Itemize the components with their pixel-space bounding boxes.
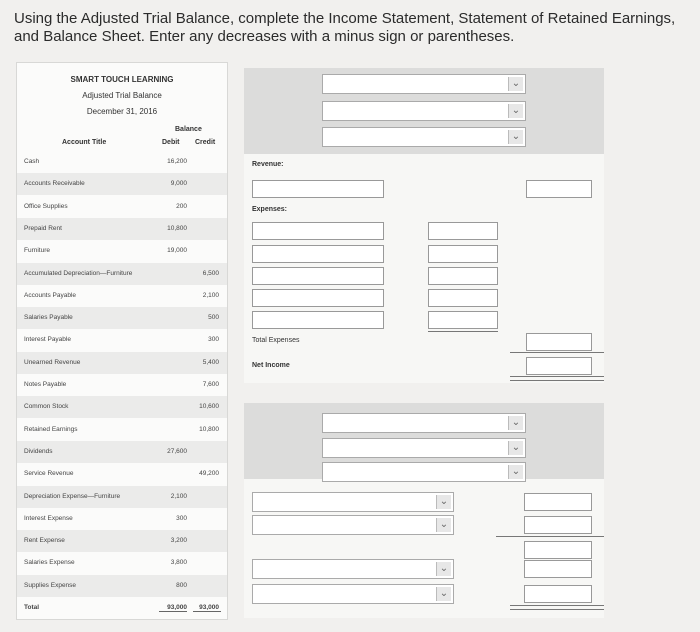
tb-account-name: Dividends [24,447,53,455]
retained-underline [496,536,604,537]
tb-row [17,307,227,329]
tb-row [17,575,227,597]
chevron-down-icon: ⌄ [436,495,451,509]
tb-debit-total-underline [159,611,187,612]
expense-account-input-3[interactable] [252,267,384,285]
tb-row [17,374,227,396]
tb-account-name: Total [24,604,40,611]
net-income-double-underline [510,376,604,381]
expenses-underline [428,331,498,332]
tb-account-title-header: Account Title [62,139,107,146]
retained-heading-select-2[interactable] [322,438,526,458]
tb-row [17,218,227,240]
tb-row [17,508,227,530]
tb-debit-value: 3,800 [170,559,187,567]
chevron-down-icon: ⌄ [508,77,523,91]
revenue-account-input[interactable] [252,180,384,198]
tb-account-name: Interest Expense [24,514,73,522]
total-expenses-label: Total Expenses [252,337,300,344]
tb-account-name: Supplies Expense [24,581,77,589]
tb-credit-value: 6,500 [202,269,219,277]
tb-debit-value: 27,600 [167,447,187,455]
chevron-down-icon: ⌄ [436,518,451,532]
revenue-amount-input[interactable] [526,180,592,198]
tb-balance-header: Balance [175,126,202,133]
tb-date: December 31, 2016 [86,107,158,116]
income-heading-select-2[interactable] [322,101,526,121]
tb-credit-value: 49,200 [199,470,219,478]
tb-row [17,441,227,463]
tb-row [17,486,227,508]
retained-heading-select-3[interactable] [322,462,526,482]
tb-account-name: Interest Payable [24,336,71,344]
tb-debit-value: 10,800 [167,224,187,232]
chevron-down-icon: ⌄ [508,441,523,455]
tb-debit-value: 200 [176,202,187,210]
tb-credit-value: 10,800 [199,425,219,433]
chevron-down-icon: ⌄ [508,416,523,430]
net-income-input[interactable] [526,357,592,375]
tb-account-name: Accumulated Depreciation—Furniture [24,269,133,277]
tb-debit-value: 300 [176,514,187,522]
tb-row [17,419,227,441]
tb-row [17,552,227,574]
tb-debit-value: 16,200 [167,158,187,165]
tb-row [17,530,227,552]
expense-account-input-5[interactable] [252,311,384,329]
tb-company: SMART TOUCH LEARNING [70,75,174,84]
net-income-label: Net Income [252,362,290,369]
retained-amount-input-5[interactable] [524,585,592,603]
tb-debit-value: 2,100 [170,492,187,500]
tb-credit-value: 300 [208,336,219,344]
tb-debit-value: 9,000 [170,180,187,188]
retained-line-select-1[interactable] [252,492,454,512]
chevron-down-icon: ⌄ [508,465,523,479]
retained-amount-input-3[interactable] [524,541,592,559]
tb-credit-value: 500 [208,314,219,322]
tb-account-name: Furniture [24,247,51,255]
tb-row [17,352,227,374]
tb-account-name: Unearned Revenue [24,358,81,366]
retained-line-select-2[interactable] [252,515,454,535]
tb-row [17,240,227,262]
expense-amount-input-1[interactable] [428,222,498,240]
tb-row [17,285,227,307]
tb-row [17,463,227,485]
expense-account-input-4[interactable] [252,289,384,307]
tb-account-name: Cash [24,158,40,165]
tb-account-name: Retained Earnings [24,425,78,433]
revenue-label: Revenue: [252,161,284,168]
chevron-down-icon: ⌄ [508,130,523,144]
tb-account-name: Accounts Payable [24,291,77,299]
tb-account-name: Salaries Expense [24,559,75,567]
retained-double-underline [510,605,604,610]
expense-account-input-1[interactable] [252,222,384,240]
expense-amount-input-2[interactable] [428,245,498,263]
tb-account-name: Accounts Receivable [24,180,85,188]
tb-row [17,196,227,218]
tb-account-name: Office Supplies [24,202,68,210]
tb-debit-value: 3,200 [170,537,187,545]
tb-account-name: Service Revenue [24,470,74,478]
tb-debit-value: 19,000 [167,247,187,255]
tb-account-name: Rent Expense [24,537,65,545]
tb-credit-value: 7,600 [202,381,219,388]
tb-row [17,597,227,619]
total-expenses-input[interactable] [526,333,592,351]
tb-debit-header: Debit [162,139,180,146]
tb-credit-value: 10,600 [199,403,219,411]
adjusted-trial-balance [16,62,228,620]
retained-heading-select-1[interactable] [322,413,526,433]
retained-line-select-3[interactable] [252,559,454,579]
chevron-down-icon: ⌄ [436,562,451,576]
tb-debit-value: 800 [176,581,187,589]
expense-amount-input-3[interactable] [428,267,498,285]
tb-row [17,173,227,195]
expense-amount-input-5[interactable] [428,311,498,329]
retained-amount-input-1[interactable] [524,493,592,511]
retained-amount-input-2[interactable] [524,516,592,534]
instructions-text: Using the Adjusted Trial Balance, complete the Income Statement, Statement of Retained Earnings, and Balance Sheet. Enter any decreases with a minus sign or parentheses. [14,10,676,45]
tb-row [17,329,227,351]
income-heading-select-1[interactable] [322,74,526,94]
tb-credit-header: Credit [195,139,216,146]
tb-account-name: Notes Payable [24,381,67,388]
tb-account-name: Depreciation Expense—Furniture [24,492,121,500]
total-expenses-underline [510,352,604,353]
tb-debit-value: 93,000 [167,604,187,611]
tb-account-name: Common Stock [24,403,69,411]
tb-account-name: Salaries Payable [24,314,73,322]
chevron-down-icon: ⌄ [436,587,451,601]
tb-row [17,263,227,285]
tb-account-name: Prepaid Rent [24,224,62,232]
tb-credit-value: 5,400 [202,358,219,366]
tb-credit-total-underline [193,611,221,612]
retained-line-select-4[interactable] [252,584,454,604]
chevron-down-icon: ⌄ [508,104,523,118]
income-heading-select-3[interactable] [322,127,526,147]
tb-title: Adjusted Trial Balance [82,91,162,100]
expenses-label: Expenses: [252,206,288,213]
tb-row [17,151,227,173]
expense-amount-input-4[interactable] [428,289,498,307]
tb-row [17,396,227,418]
expense-account-input-2[interactable] [252,245,384,263]
tb-credit-value: 2,100 [202,291,219,299]
tb-credit-value: 93,000 [199,604,219,611]
retained-amount-input-4[interactable] [524,560,592,578]
